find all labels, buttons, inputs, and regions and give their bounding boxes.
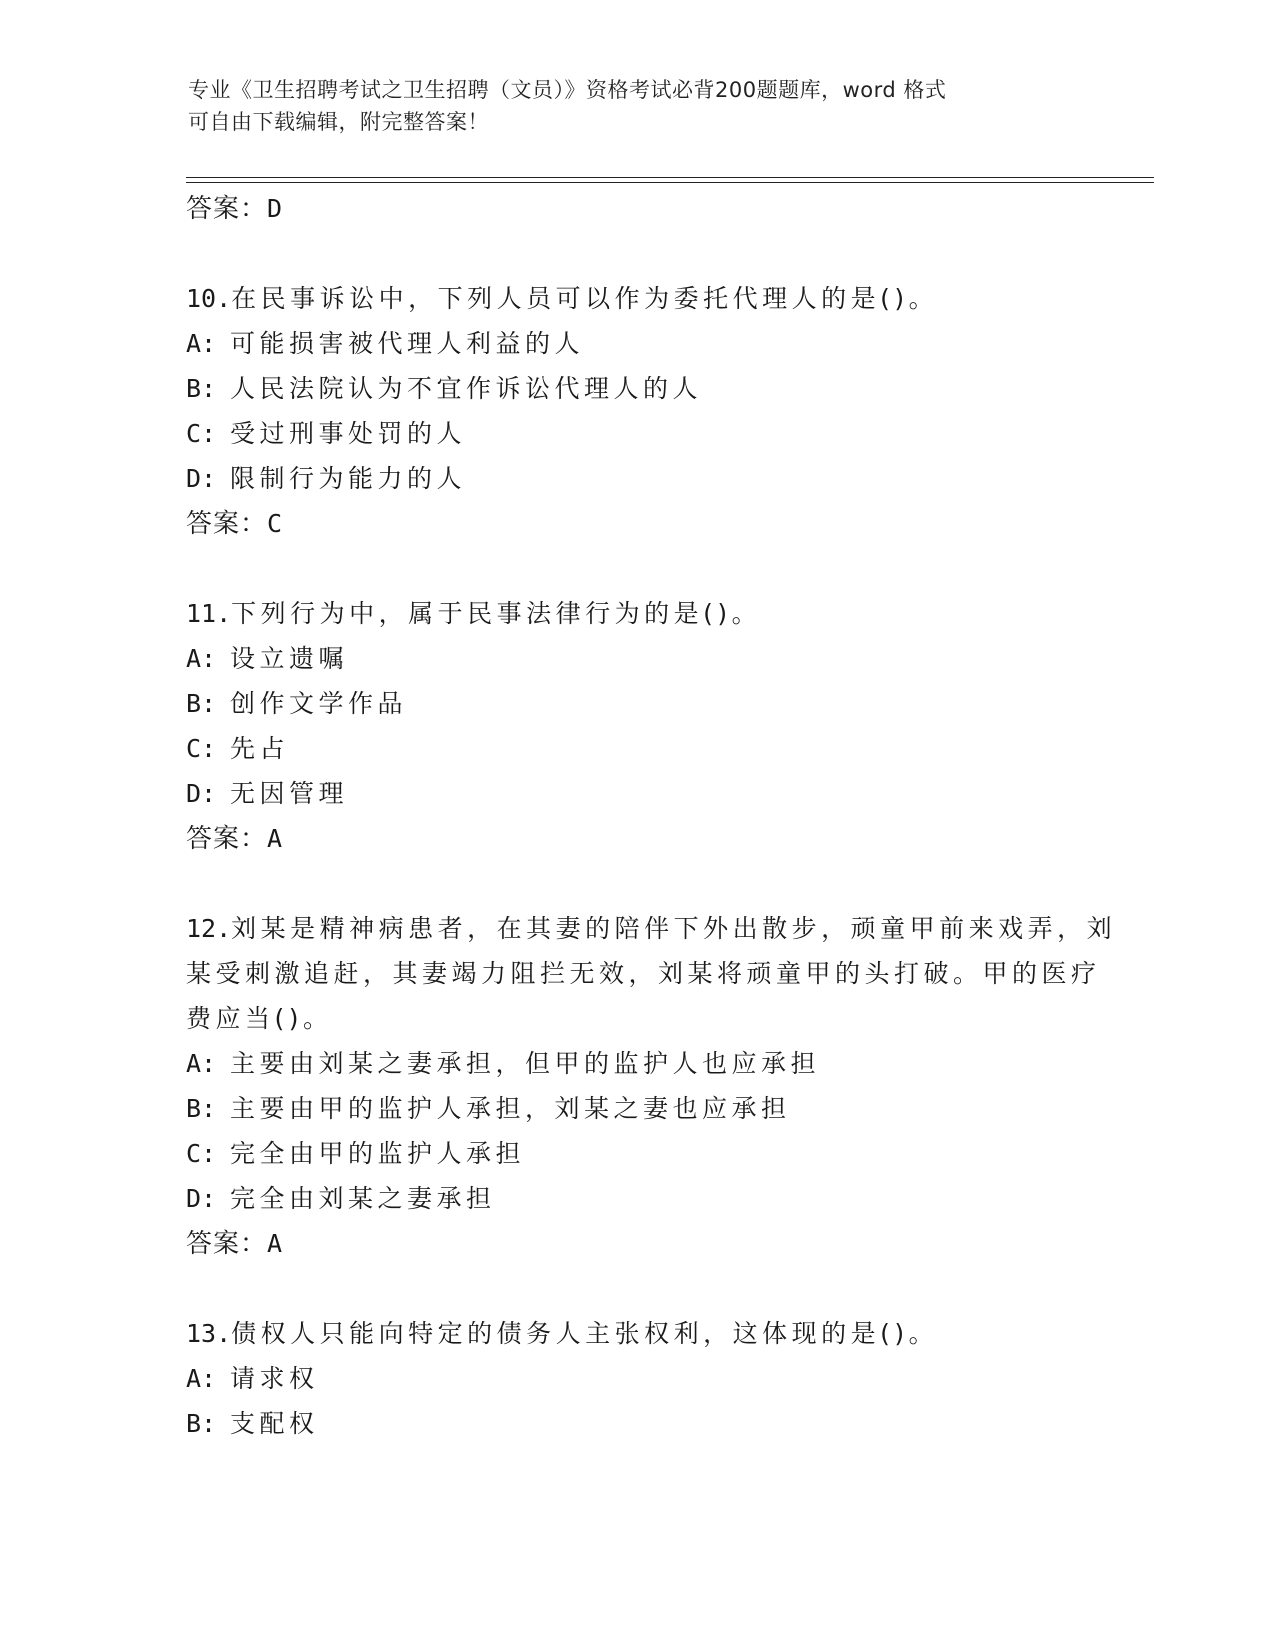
option-key: D: [186, 779, 217, 808]
option-key: A: [186, 644, 217, 673]
option-b [186, 681, 1126, 726]
question-answer [186, 816, 1126, 862]
question-12 [186, 906, 1126, 1267]
question-10 [186, 276, 1126, 547]
option-c [186, 411, 1126, 456]
option-text: 受过刑事处罚的人 [230, 419, 467, 448]
option-text: 创作文学作品 [230, 689, 408, 718]
question-11 [186, 591, 1126, 862]
answer-label: 答案： [186, 824, 268, 854]
option-d [186, 456, 1126, 501]
option-d [186, 1176, 1126, 1221]
option-text: 限制行为能力的人 [230, 464, 467, 493]
question-stem [186, 1311, 1126, 1356]
option-c [186, 1131, 1126, 1176]
option-key: B: [186, 1409, 217, 1438]
question-answer [186, 501, 1126, 547]
question-text: 在民事诉讼中，下列人员可以作为委托代理人的是()。 [231, 284, 939, 313]
question-text: 债权人只能向特定的债务人主张权利，这体现的是()。 [231, 1319, 939, 1348]
answer-label: 答案： [186, 1229, 268, 1259]
option-key: B: [186, 1094, 217, 1123]
option-key: C: [186, 419, 217, 448]
question-number: 12. [186, 914, 232, 943]
previous-answer [186, 186, 1126, 232]
option-text: 支配权 [230, 1409, 319, 1438]
document-header [188, 74, 1068, 138]
option-b [186, 1086, 1126, 1131]
answer-label: 答案： [186, 194, 268, 224]
option-key: B: [186, 689, 217, 718]
option-a [186, 321, 1126, 366]
question-stem [186, 906, 1126, 1041]
question-number: 10. [186, 284, 232, 313]
question-text: 下列行为中，属于民事法律行为的是()。 [231, 599, 762, 628]
option-d [186, 771, 1126, 816]
option-key: A: [186, 1364, 217, 1393]
question-number: 13. [186, 1319, 232, 1348]
answer-value: D [267, 194, 284, 223]
option-b [186, 366, 1126, 411]
option-text: 可能损害被代理人利益的人 [230, 329, 585, 358]
option-text: 人民法院认为不宜作诉讼代理人的人 [230, 374, 703, 403]
option-a [186, 636, 1126, 681]
answer-value: C [267, 509, 284, 538]
option-text: 完全由甲的监护人承担 [230, 1139, 526, 1168]
option-a [186, 1041, 1126, 1086]
option-key: C: [186, 1139, 217, 1168]
answer-label: 答案： [186, 509, 268, 539]
question-number: 11. [186, 599, 232, 628]
header-line-2: 可自由下载编辑，附完整答案！ [188, 110, 489, 134]
option-key: D: [186, 464, 217, 493]
option-text: 请求权 [230, 1364, 319, 1393]
question-stem [186, 276, 1126, 321]
option-key: D: [186, 1184, 217, 1213]
option-text: 完全由刘某之妻承担 [230, 1184, 496, 1213]
option-key: A: [186, 329, 217, 358]
question-text: 刘某是精神病患者，在其妻的陪伴下外出散步，顽童甲前来戏弄，刘某受刺激追赶，其妻竭力阻拦无效，刘某将顽童甲的头打破。甲的医疗费应当()。 [186, 914, 1117, 1033]
option-text: 设立遗嘱 [230, 644, 349, 673]
question-stem [186, 591, 1126, 636]
option-key: C: [186, 734, 217, 763]
header-divider [186, 177, 1154, 183]
question-13 [186, 1311, 1126, 1446]
option-text: 主要由甲的监护人承担，刘某之妻也应承担 [230, 1094, 791, 1123]
answer-value: A [267, 824, 284, 853]
question-answer [186, 1221, 1126, 1267]
option-text: 无因管理 [230, 779, 349, 808]
option-text: 先占 [230, 734, 290, 763]
question-list [186, 186, 1126, 1446]
header-line-1: 专业《卫生招聘考试之卫生招聘（文员）》资格考试必背200题题库，word 格式 [188, 78, 947, 102]
option-key: A: [186, 1049, 217, 1078]
option-b [186, 1401, 1126, 1446]
option-a [186, 1356, 1126, 1401]
option-c [186, 726, 1126, 771]
option-text: 主要由刘某之妻承担，但甲的监护人也应承担 [230, 1049, 821, 1078]
option-key: B: [186, 374, 217, 403]
answer-value: A [267, 1229, 284, 1258]
